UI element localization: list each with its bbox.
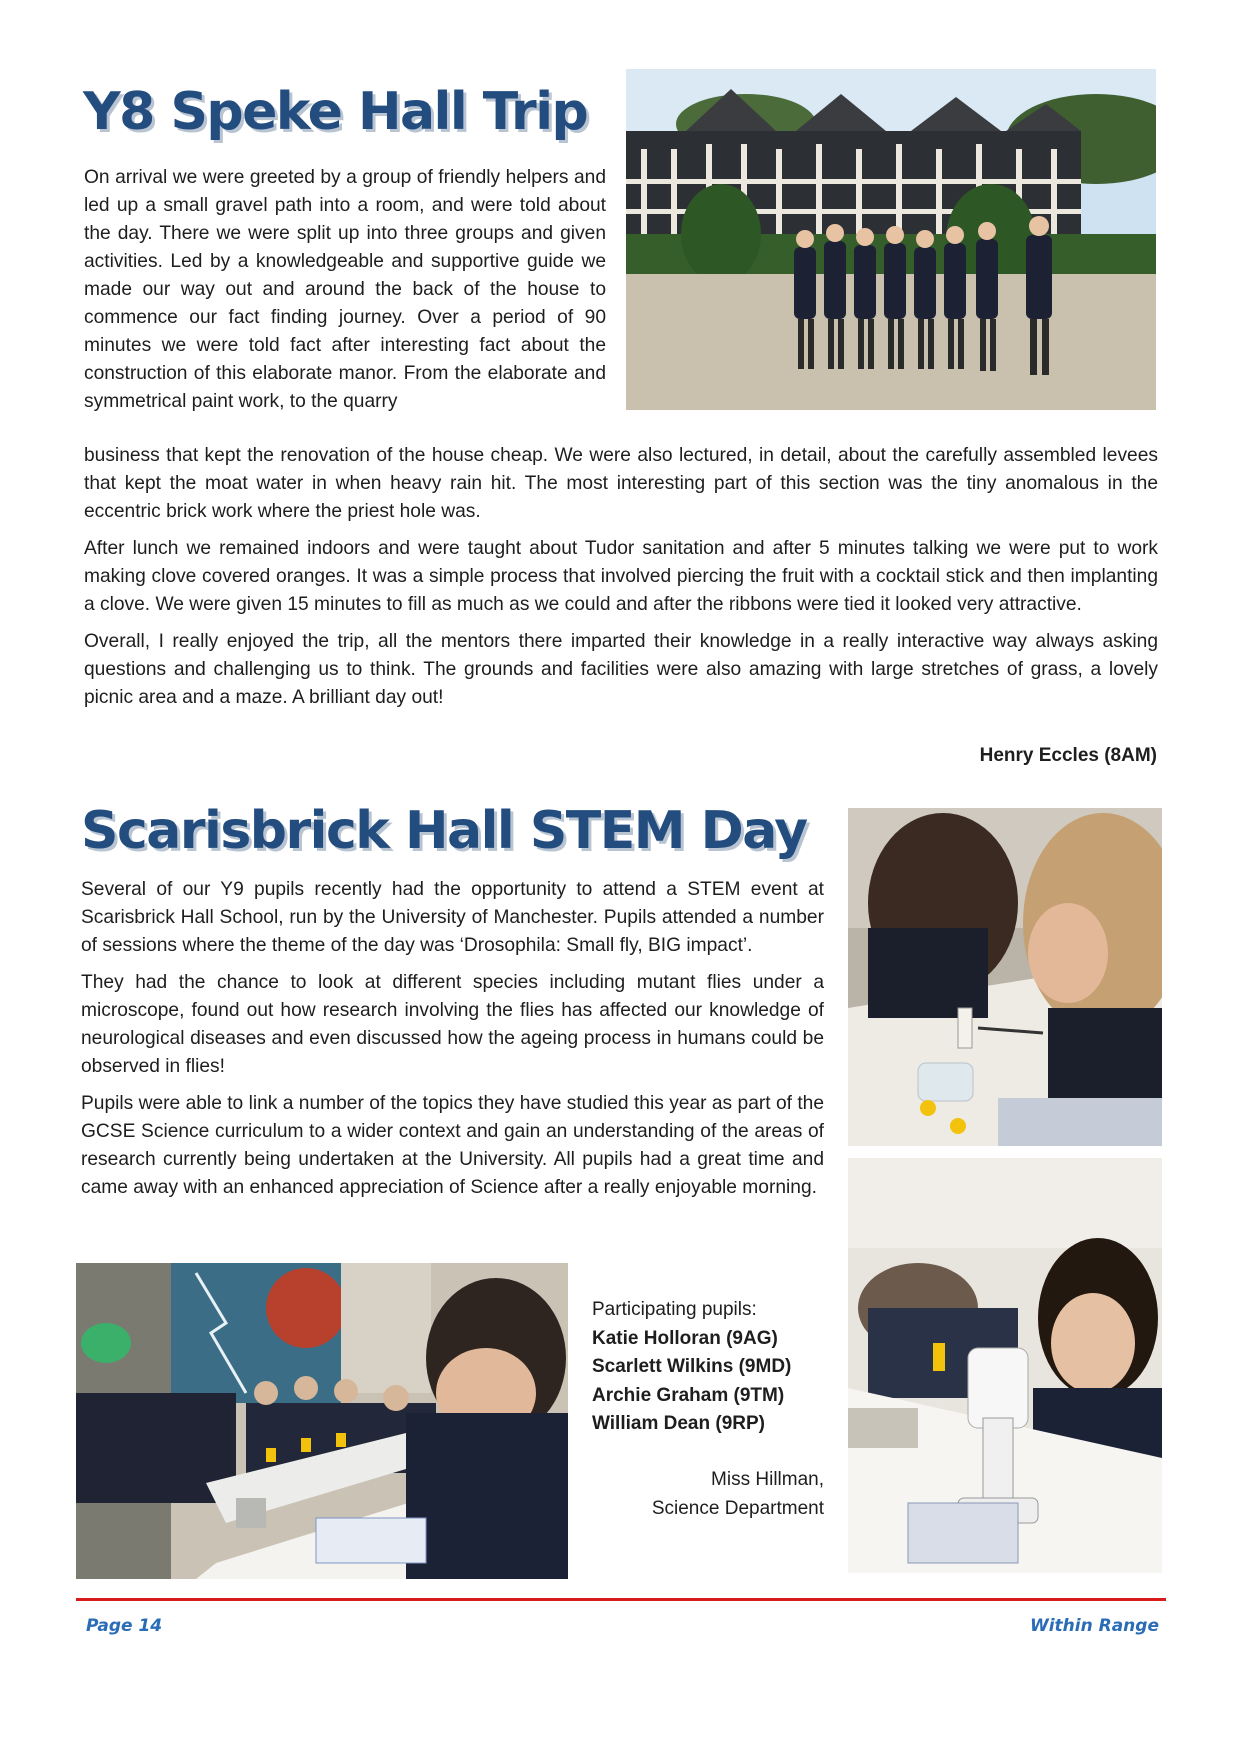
speke-hall-body-block bbox=[84, 442, 1158, 721]
pupils-dissecting-photo bbox=[848, 808, 1162, 1146]
signoff-name: Miss Hillman, bbox=[711, 1469, 824, 1490]
pupil-microscope-photo bbox=[848, 1158, 1162, 1573]
speke-hall-paragraph-2: After lunch we remained indoors and were taught about Tudor sanitation and after 5 minutes talking we were put to work making clove covered oranges. It was a simple process that involved piercing the fruit with a cocktail stick and then implanting a clove. We were given 15 minutes to fill as much as we could and after the ribbons were tied it looked very attractive. bbox=[84, 538, 1158, 615]
signoff-department: Science Department bbox=[651, 1498, 824, 1519]
article-title-speke-hall: Y8 Speke Hall Trip bbox=[83, 82, 588, 142]
publication-name: Within Range bbox=[1029, 1616, 1159, 1636]
speke-hall-photo bbox=[626, 69, 1156, 410]
participant-name: William Dean (9RP) bbox=[592, 1413, 765, 1434]
speke-hall-paragraph-3: Overall, I really enjoyed the trip, all the mentors there imparted their knowledge in a really interactive way always asking questions and challenging us to think. The grounds and facilities were also amazing with large stretches of grass, a lovely picnic area and a maze. A brilliant day out! bbox=[84, 631, 1158, 708]
speke-hall-paragraph-intro: On arrival we were greeted by a group of friendly helpers and led up a small gravel path into a room, and were told about the day. There we were split up into three groups and given activities. Led by a knowledgeable and supportive guide we made our way out and around the back of the house to commence our fact finding journey. Over a period of 90 minutes we were told fact after interesting fact about the construction of this elaborate manor. From the elaborate and symmetrical paint work, to the quarry bbox=[84, 167, 606, 412]
footer-divider bbox=[76, 1598, 1166, 1601]
speke-hall-intro-block bbox=[84, 164, 606, 425]
participant-name: Scarlett Wilkins (9MD) bbox=[592, 1356, 792, 1377]
stem-day-paragraph-2: They had the chance to look at different species including mutant flies under a microscope, found out how research involving the flies has affected our knowledge of neurological diseases and even discussed how the ageing process in humans could be observed in flies! bbox=[81, 972, 824, 1077]
participants-block bbox=[592, 1296, 832, 1439]
participant-name: Archie Graham (9TM) bbox=[592, 1384, 785, 1406]
article-title-stem-day: Scarisbrick Hall STEM Day bbox=[81, 801, 807, 861]
stem-day-body-block bbox=[81, 876, 824, 1211]
speke-hall-paragraph-continuation: business that kept the renovation of the house cheap. We were also lectured, in detail, about the carefully assembled levees that kept the moat water in when heavy rain hit. The most interesting part of this section was the tiny anomalous in the eccentric brick work where the priest hole was. bbox=[84, 445, 1158, 522]
participants-heading: Participating pupils: bbox=[592, 1299, 757, 1320]
pupils-lab-photo bbox=[76, 1263, 568, 1579]
speke-hall-author: Henry Eccles (8AM) bbox=[979, 745, 1157, 766]
stem-day-paragraph-3: Pupils were able to link a number of the topics they have studied this year as part of the GCSE Science curriculum to a wider context and gain an understanding of the areas of research currently being undertaken at the University. All pupils had a great time and came away with an enhanced appreciation of Science after a really enjoyable morning. bbox=[81, 1093, 824, 1198]
stem-day-signoff bbox=[652, 1465, 824, 1523]
stem-day-paragraph-1: Several of our Y9 pupils recently had the opportunity to attend a STEM event at Scarisbrick Hall School, run by the University of Manchester. Pupils attended a number of sessions where the theme of the day was ‘Drosophila: Small fly, BIG impact’. bbox=[81, 879, 824, 956]
participant-name: Katie Holloran (9AG) bbox=[592, 1327, 778, 1349]
page-number: Page 14 bbox=[86, 1616, 163, 1636]
